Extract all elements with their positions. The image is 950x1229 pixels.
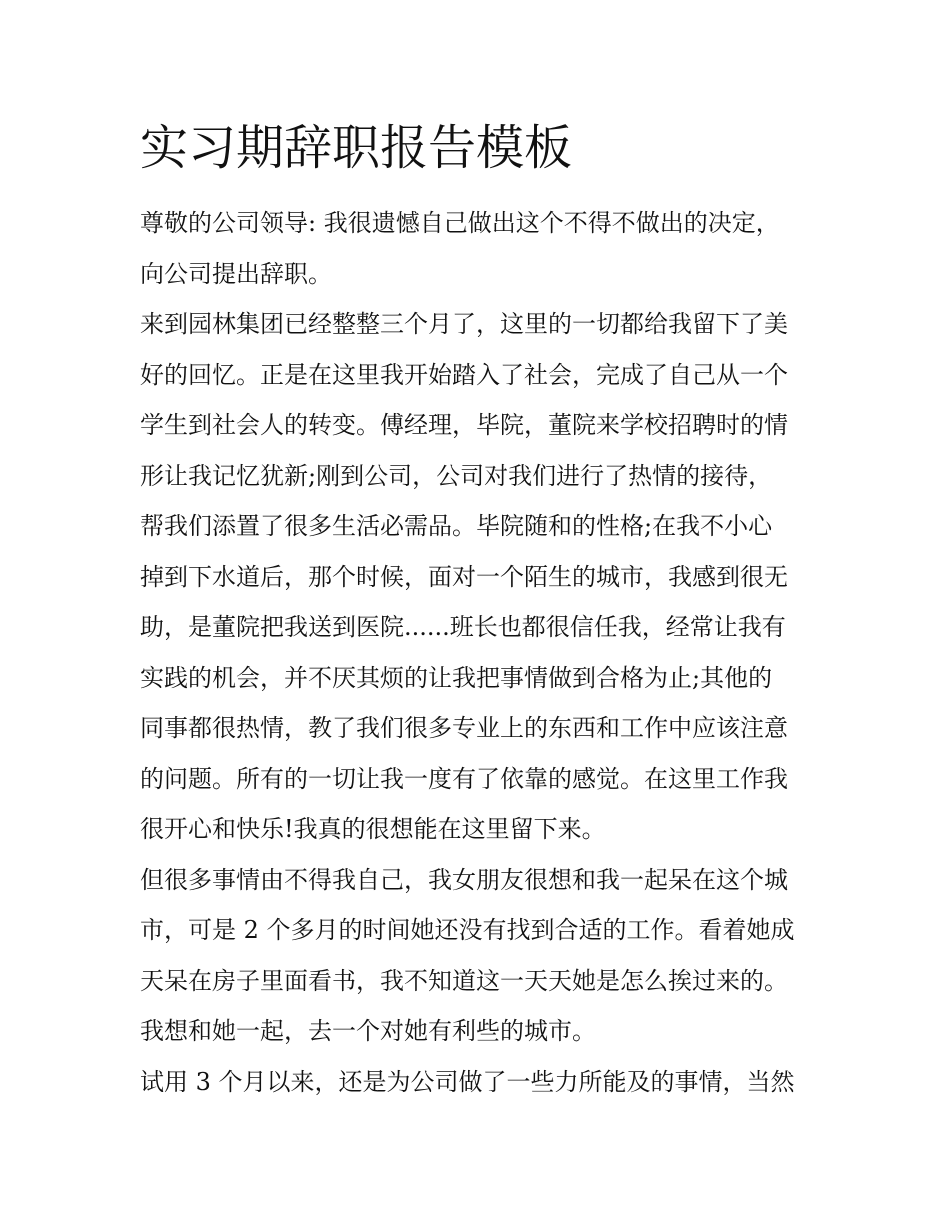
text-line: 同事都很热情，教了我们很多专业上的东西和工作中应该注意 (140, 714, 788, 742)
text-line: 学生到社会人的转变。傅经理，毕院，董院来学校招聘时的情 (140, 411, 788, 439)
document-body (140, 198, 820, 1107)
text-line: 来到园林集团已经整整三个月了，这里的一切都给我留下了美 (140, 310, 788, 338)
text-line: 掉到下水道后，那个时候，面对一个陌生的城市，我感到很无 (140, 562, 788, 591)
text-line: 帮我们添置了很多生活必需品。毕院随和的性格;在我不小心 (140, 512, 773, 540)
text-line: 尊敬的公司领导: 我很遗憾自己做出这个不得不做出的决定， (140, 209, 780, 237)
text-line: 向公司提出辞职。 (140, 259, 332, 288)
text-line: 天呆在房子里面看书，我不知道这一天天她是怎么挨过来的。 (140, 966, 788, 995)
text-line: 很开心和快乐!我真的很想能在这里留下来。 (140, 815, 606, 843)
text-line: 试用 3 个月以来，还是为公司做了一些力所能及的事情，当然 (140, 1067, 795, 1096)
text-line: 好的回忆。正是在这里我开始踏入了社会，完成了自己从一个 (140, 360, 788, 389)
text-line: 实践的机会，并不厌其烦的让我把事情做到合格为止;其他的 (140, 663, 773, 692)
text-line: 我想和她一起，去一个对她有利些的城市。 (140, 1017, 596, 1045)
text-line: 助，是董院把我送到医院......班长也都很信任我，经常让我有 (140, 613, 786, 641)
text-line: 形让我记忆犹新;刚到公司，公司对我们进行了热情的接待， (140, 461, 773, 490)
document-title: 实习期辞职报告模板 (140, 120, 573, 176)
text-line: 但很多事情由不得我自己，我女朋友很想和我一起呆在这个城 (140, 865, 788, 894)
text-line: 的问题。所有的一切让我一度有了依靠的感觉。在这里工作我 (140, 764, 788, 793)
text-line: 市，可是 2 个多月的时间她还没有找到合适的工作。看着她成 (140, 916, 795, 944)
